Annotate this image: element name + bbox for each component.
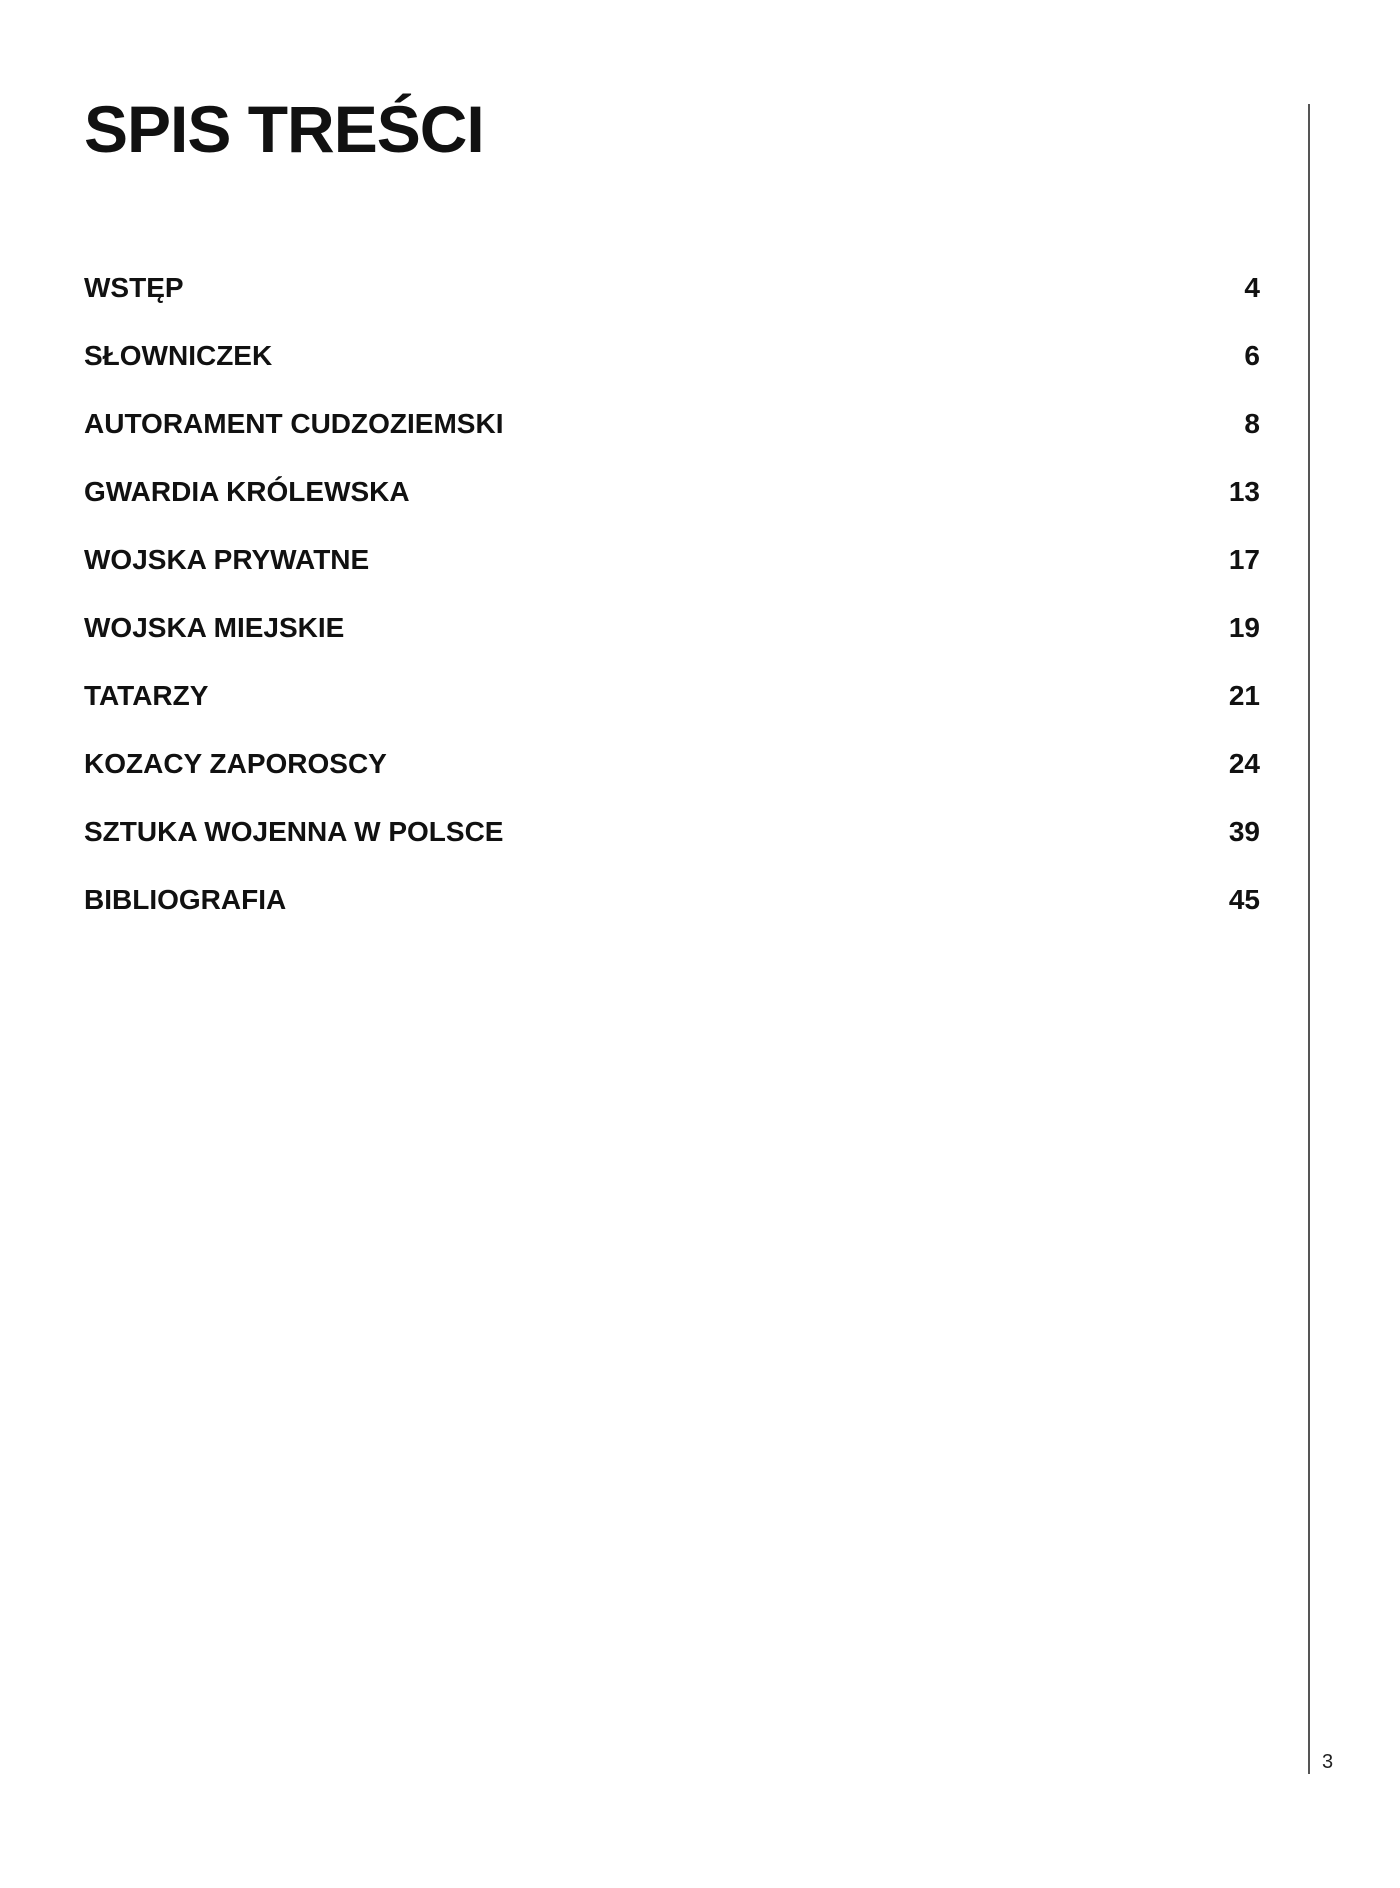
toc-entry-wojska-miejskie[interactable] — [84, 594, 1260, 662]
toc-entry-page: 13 — [1228, 476, 1260, 507]
toc-entry-autorament-cudzoziemski[interactable] — [84, 390, 1260, 458]
toc-entry-title: KOZACY ZAPOROSCY — [84, 748, 387, 779]
page-number: 3 — [1322, 1751, 1334, 1773]
page-title: SPIS TREŚCI — [84, 92, 484, 166]
toc-entry-title: SŁOWNICZEK — [84, 340, 273, 371]
toc-entry-title: WOJSKA PRYWATNE — [84, 544, 370, 575]
toc-entry-page: 6 — [1244, 340, 1260, 371]
toc-entry-page: 39 — [1228, 816, 1260, 847]
toc-entry-title: GWARDIA KRÓLEWSKA — [84, 476, 410, 507]
toc-entry-page: 17 — [1228, 544, 1260, 575]
toc-entry-title: WSTĘP — [84, 272, 184, 303]
toc-entry-slowniczek[interactable] — [84, 322, 1260, 390]
toc-entry-title: BIBLIOGRAFIA — [84, 884, 287, 915]
toc-entry-page: 4 — [1244, 272, 1260, 303]
toc-entry-page: 24 — [1228, 748, 1260, 779]
toc-entry-page: 21 — [1228, 680, 1260, 711]
toc-entry-page: 19 — [1228, 612, 1260, 643]
toc-entry-tatarzy[interactable] — [84, 662, 1260, 730]
toc-entry-gwardia-krolewska[interactable] — [84, 458, 1260, 526]
toc-entry-title: TATARZY — [84, 680, 209, 711]
toc-entry-wstep[interactable] — [84, 254, 1260, 322]
toc-entry-bibliografia[interactable] — [84, 866, 1260, 934]
toc-entry-title: AUTORAMENT CUDZOZIEMSKI — [84, 408, 504, 439]
margin-rule — [1308, 104, 1310, 1774]
toc-entry-sztuka-wojenna[interactable] — [84, 798, 1260, 866]
table-of-contents — [84, 254, 1260, 934]
toc-entry-title: WOJSKA MIEJSKIE — [84, 612, 345, 643]
toc-entry-title: SZTUKA WOJENNA W POLSCE — [84, 816, 504, 847]
toc-entry-page: 45 — [1228, 884, 1260, 915]
toc-entry-wojska-prywatne[interactable] — [84, 526, 1260, 594]
toc-entry-kozacy-zaporoscy[interactable] — [84, 730, 1260, 798]
toc-entry-page: 8 — [1244, 408, 1260, 439]
